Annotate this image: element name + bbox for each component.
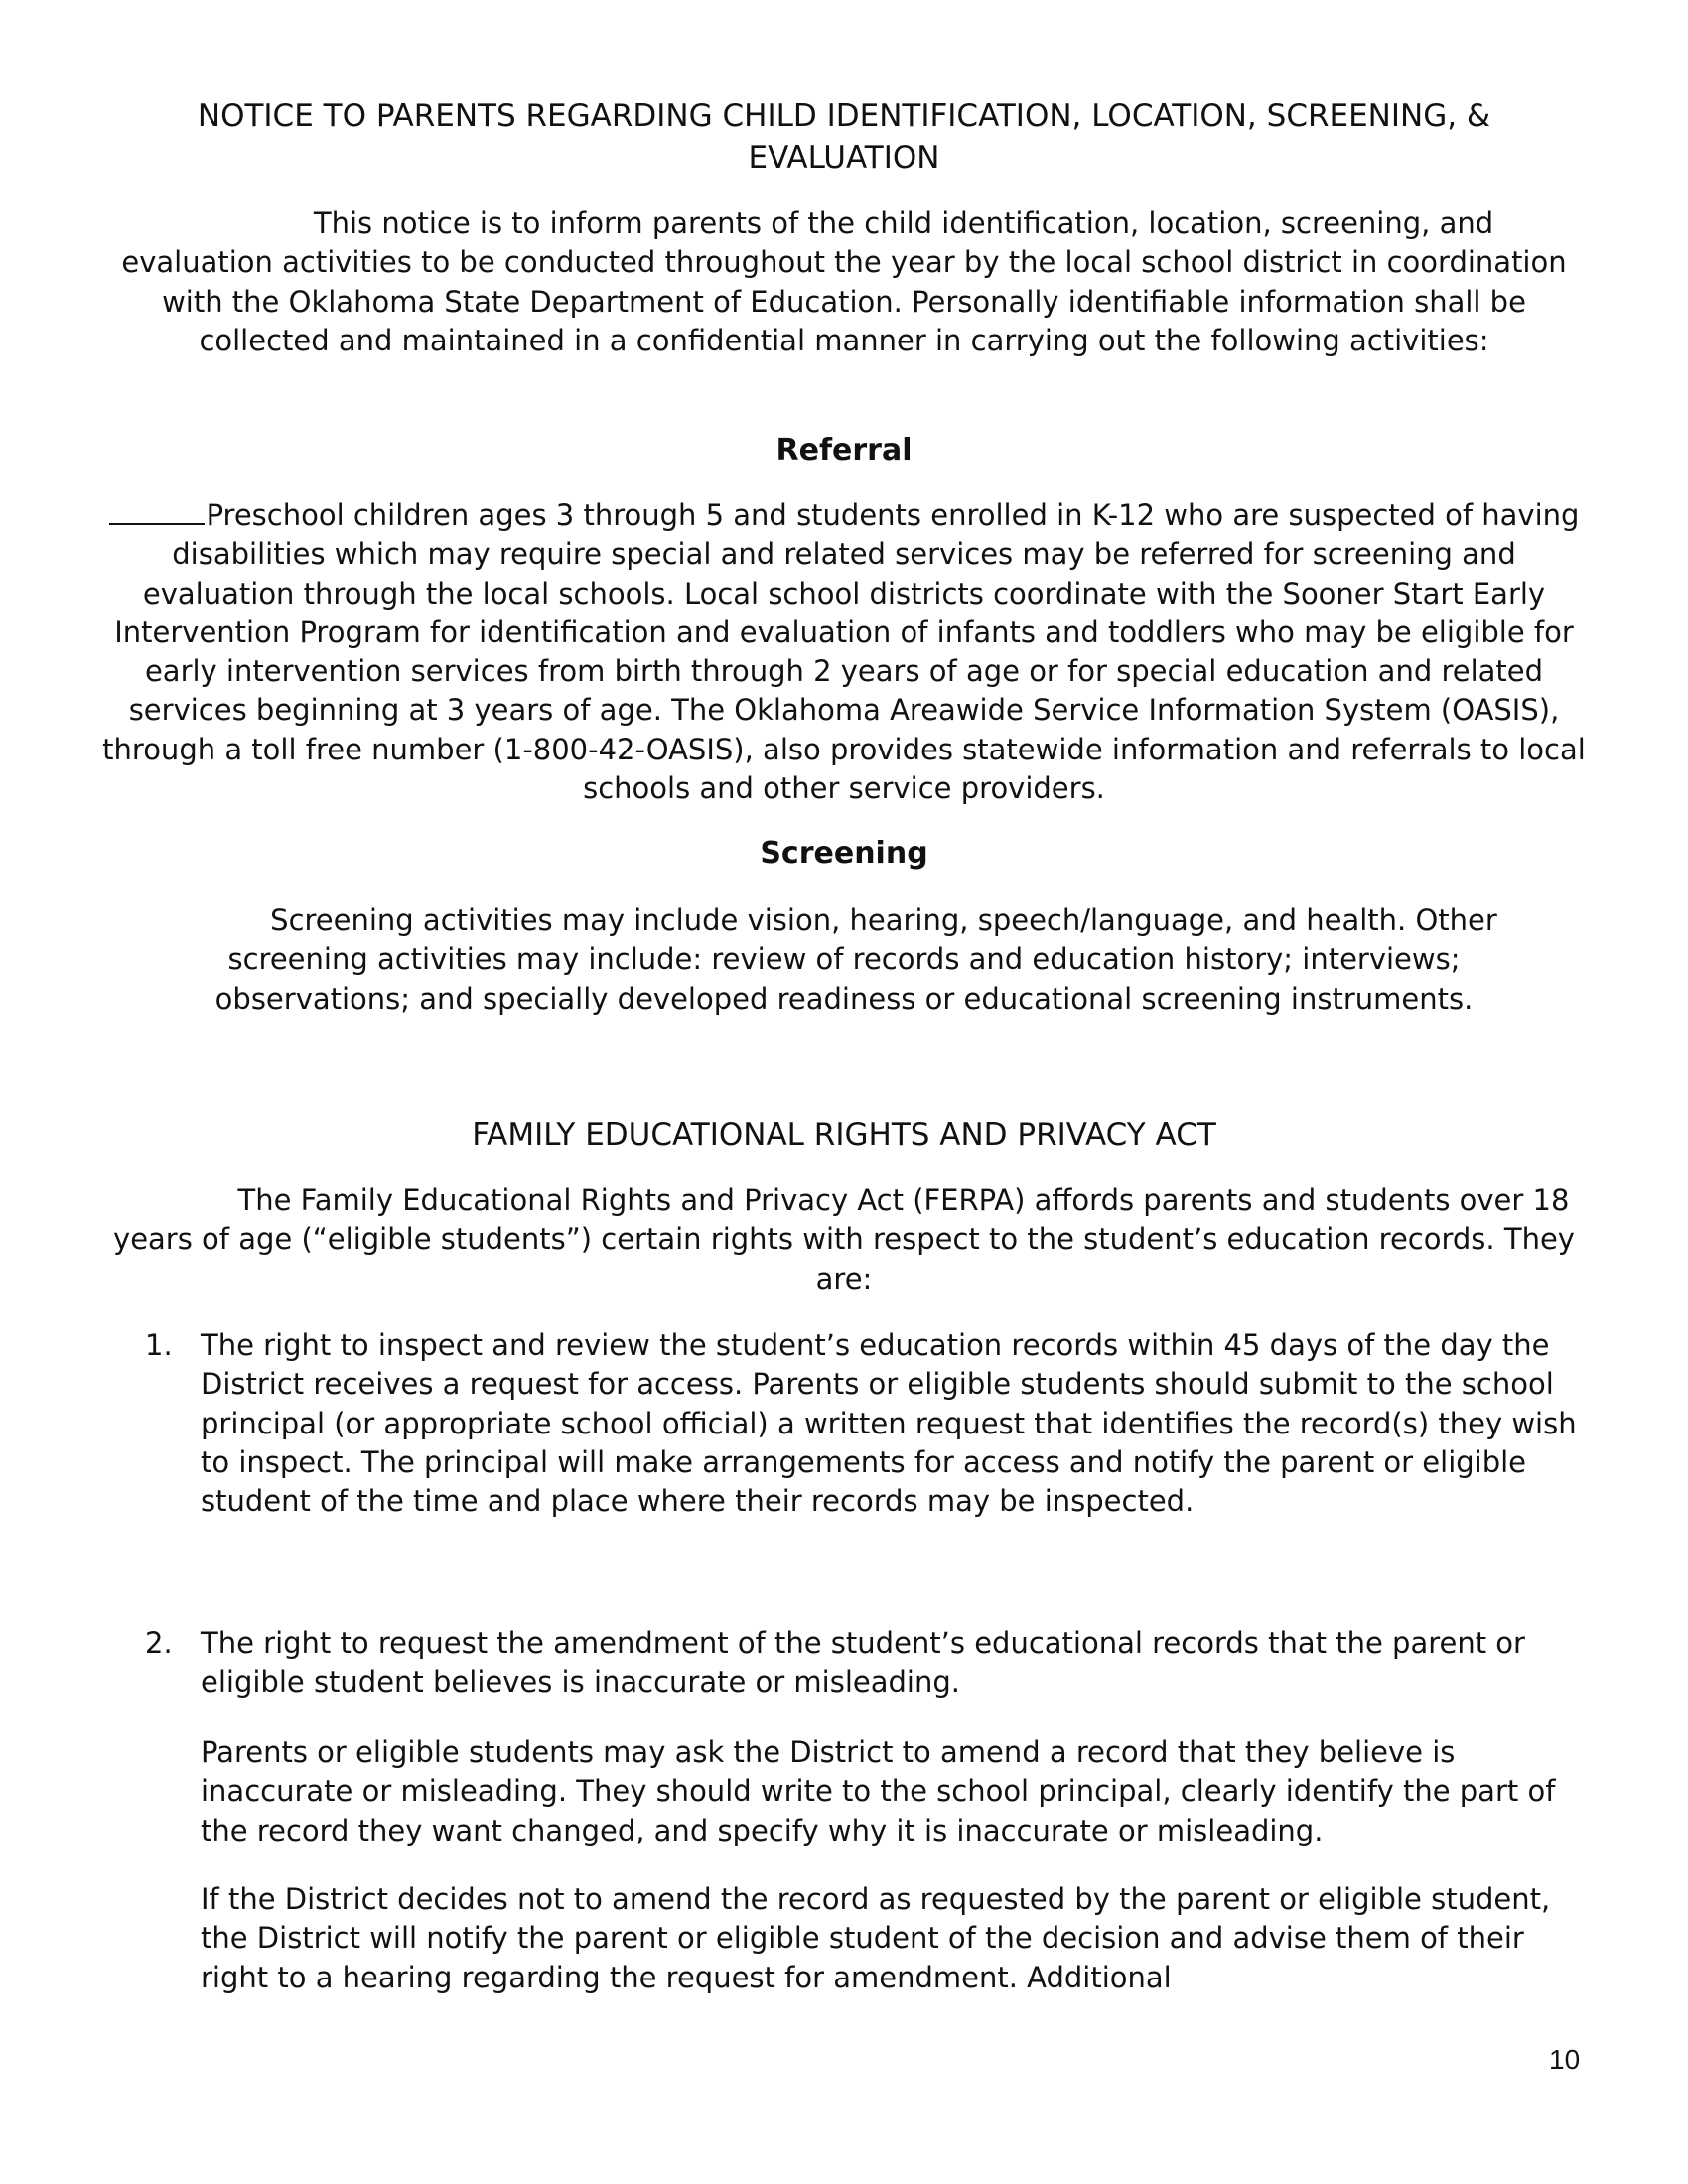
referral-text: Preschool children ages 3 through 5 and students enrolled in K-12 who are suspected of having disabilities which may require special and related services may be referred for screening and evaluation through the local schools. Local school districts coordinate with the Sooner Start Early Intervention Program for identification and evaluation of infants and toddlers who may be eligible for early intervention services from birth through 2 years of age or for special education and related services beginning at 3 years of age. The Oklahoma Areawide Service Information System (OASIS), through a toll free number (1-800-42-OASIS), also provides statewide information and referrals to local schools and other service providers. (102, 498, 1586, 806)
referral-checkbox-blank[interactable] (109, 497, 205, 525)
notice-heading: NOTICE TO PARENTS REGARDING CHILD IDENTIFICATION, LOCATION, SCREENING, & EVALUATION (197, 98, 1491, 176)
ferpa-intro-paragraph: The Family Educational Rights and Privacy Act (FERPA) affords parents and students over 18 years of age (“eligible students”) certain rights with respect to the student’s education records. They are: (113, 1183, 1575, 1296)
referral-heading: Referral (775, 433, 913, 468)
screening-heading: Screening (760, 836, 928, 871)
list-item-number: 1. (145, 1328, 173, 1362)
page-number: 10 (1549, 2044, 1581, 2075)
ferpa-heading: FAMILY EDUCATIONAL RIGHTS AND PRIVACY ACT (472, 1117, 1216, 1153)
referral-paragraph (99, 496, 1589, 808)
list-item-text: The right to request the amendment of the student’s educational records that the parent or eligible student believes is inaccurate or misleading. (201, 1626, 1525, 1700)
amendment-paragraph-1: Parents or eligible students may ask the District to amend a record that they believe is inaccurate or misleading. They should write to the school principal, clearly identify the part of the record they want changed, and specify why it is inaccurate or misleading. (201, 1735, 1556, 1847)
notice-intro-paragraph: This notice is to inform parents of the child identification, location, screening, and evaluation activities to be conducted throughout the year by the local school district in coordination with the Oklahoma State Department of Education. Personally identifiable information shall be collected and maintained in a confidential manner in carrying out the following activities: (121, 206, 1567, 357)
amendment-paragraph-2: If the District decides not to amend the record as requested by the parent or eligible student, the District will notify the parent or eligible student of the decision and advise them of their right to a hearing regarding the request for amendment. Additional (201, 1882, 1551, 1994)
screening-paragraph: Screening activities may include vision, hearing, speech/language, and health. Other screening activities may include: review of records and education history; interviews; observations; and specially developed readiness or educational screening instruments. (214, 903, 1497, 1016)
list-item-number: 2. (145, 1626, 173, 1660)
list-item-text: The right to inspect and review the student’s education records within 45 days of the day the District receives a request for access. Parents or eligible students should submit to the school principal (or appropriate school official) a written request that identifies the record(s) they wish to inspect. The principal will make arrangements for access and notify the parent or eligible student of the time and place where their records may be inspected. (201, 1328, 1577, 1519)
